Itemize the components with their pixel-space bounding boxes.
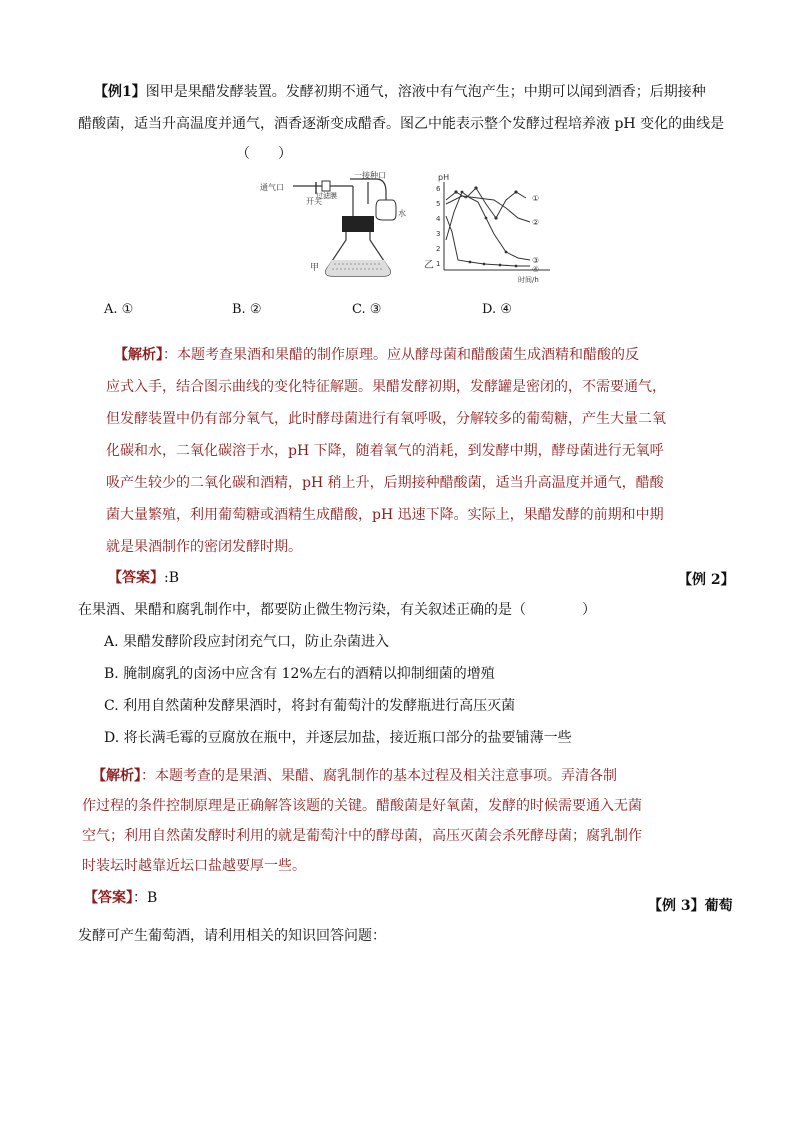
yi-ytick: 1 [436, 260, 441, 268]
ex1-analysis-line-4: 化碳和水，二氧化碳溶于水，pH 下降，随着氧气的消耗，到发酵中期，酵母菌进行无氧呼 [106, 443, 664, 459]
yi-ytick: 6 [436, 185, 441, 193]
figure-jia-apparatus [258, 170, 418, 285]
ex2-analysis-line-4: 时装坛时越靠近坛口盐越要厚一些。 [82, 858, 306, 874]
ex2-answer-value: ：B [133, 890, 158, 906]
ex2-option-d: D. 将长满毛霉的豆腐放在瓶中，并逐层加盐，接近瓶口部分的盐要铺薄一些 [104, 730, 572, 746]
yi-xlabel: 时间/h [518, 276, 539, 284]
ex2-analysis-text: ：本题考查的是果酒、果醋、腐乳制作的基本过程及相关注意事项。弄清各制 [141, 768, 617, 784]
ex1-analysis-head: 【解析】 [114, 347, 163, 363]
yi-curve-label-4: ④ [532, 265, 540, 274]
yi-ytick: 2 [436, 245, 441, 253]
ex1-analysis-line-7: 就是果酒制作的密闭发酵时期。 [106, 539, 302, 555]
ex3-head: 【例 3】葡萄 [648, 898, 733, 914]
ex2-analysis-line-3: 空气；利用自然菌发酵时利用的就是葡萄汁中的酵母菌，高压灭菌会杀死酵母菌；腐乳制作 [82, 828, 642, 844]
ex1-option-b: B. ② [232, 302, 262, 317]
ex1-analysis-line-6: 菌大量繁殖，利用葡萄糖或酒精生成醋酸，pH 迅速下降。实际上，果醋发酵的前期和中期 [106, 507, 664, 523]
ex1-analysis-text: ：本题考查果酒和果醋的制作原理。应从酵母菌和醋酸菌生成酒精和醋酸的反 [163, 347, 639, 363]
ex1-analysis-line-1 [114, 345, 639, 365]
ex2-analysis-line-2: 作过程的条件控制原理是正确解答该题的关键。醋酸菌是好氧菌，发酵的时候需要通入无菌 [82, 798, 642, 814]
ex1-head: 【例1】 [94, 84, 146, 100]
yi-label: 乙 [424, 260, 434, 271]
ex1-analysis-line-3: 但发酵装置中仍有部分氧气，此时酵母菌进行有氧呼吸，分解较多的葡萄糖，产生大量二氧 [106, 411, 666, 427]
jia-label: 甲 [310, 263, 320, 273]
ex2-analysis-head: 【解析】 [92, 768, 141, 784]
jia-water-bottle [376, 200, 396, 220]
ex2-option-b: B. 腌制腐乳的卤汤中应含有 12%左右的酒精以抑制细菌的增殖 [104, 666, 495, 682]
ex1-paren: （ ） [236, 146, 292, 162]
yi-ytick: 3 [436, 230, 441, 238]
ex2-question: 在果酒、果醋和腐乳制作中，都要防止微生物污染，有关叙述正确的是（ ） [78, 602, 596, 618]
ex2-option-a: A. 果醋发酵阶段应封闭充气口，防止杂菌进入 [104, 634, 390, 650]
ex2-head: 【例 2】 [678, 572, 735, 588]
ex2-answer-head: 【答案】 [84, 890, 133, 906]
jia-liquid [326, 260, 391, 276]
yi-ylabel: pH [438, 173, 450, 182]
figure-yi-ph-chart [422, 170, 572, 285]
ex1-option-a: A. ① [104, 302, 134, 317]
ex1-analysis-line-2: 应式入手，结合图示曲线的变化特征解题。果醋发酵初期，发酵罐是密闭的，不需要通气， [106, 379, 666, 395]
ex1-option-d: D. ④ [482, 302, 512, 317]
ex2-option-c: C. 利用自然菌种发酵果酒时，将封有葡萄汁的发酵瓶进行高压灭菌 [104, 698, 516, 714]
ex1-option-c: C. ③ [352, 302, 382, 317]
jia-water-label: 水 [398, 209, 406, 218]
ex1-analysis-line-5: 吸产生较少的二氧化碳和酒精，pH 稍上升，后期接种醋酸菌，适当升高温度并通气，醋酸 [106, 475, 664, 491]
ex1-answer [108, 568, 179, 588]
yi-curve-label-2: ② [532, 218, 540, 227]
yi-ytick: 5 [436, 200, 441, 208]
yi-curve-label-1: ① [532, 194, 540, 203]
jia-stopper [342, 216, 374, 232]
ex2-answer [84, 888, 157, 908]
jia-inoculate-label: 一接种口 [354, 171, 386, 180]
ex1-text1: 图甲是果醋发酵装置。发酵初期不通气，溶液中有气泡产生；中期可以闻到酒香；后期接种 [145, 84, 706, 100]
jia-filter-block [322, 181, 330, 191]
jia-filter-label: 过滤膜 [316, 192, 337, 200]
ex1-line2: 醋酸菌，适当升高温度并通气，酒香逐渐变成醋香。图乙中能表示整个发酵过程培养液 pH 变化的曲线是 [78, 116, 725, 132]
yi-curve-4 [446, 216, 530, 266]
ex2-analysis-line-1 [92, 766, 617, 786]
ex3-line: 发酵可产生葡萄酒，请利用相关的知识回答问题： [78, 928, 386, 944]
ex1-line1 [94, 82, 706, 102]
yi-ytick: 4 [436, 215, 441, 223]
ex1-answer-value: :B [164, 570, 180, 586]
yi-curve-label-3: ③ [532, 256, 540, 265]
ex1-answer-head: 【答案】 [108, 570, 164, 586]
yi-yticks [436, 185, 441, 268]
jia-switch-label: 开关 [306, 197, 322, 206]
yi-curve-3 [446, 192, 530, 260]
jia-vent-label: 通气口 [260, 183, 284, 192]
